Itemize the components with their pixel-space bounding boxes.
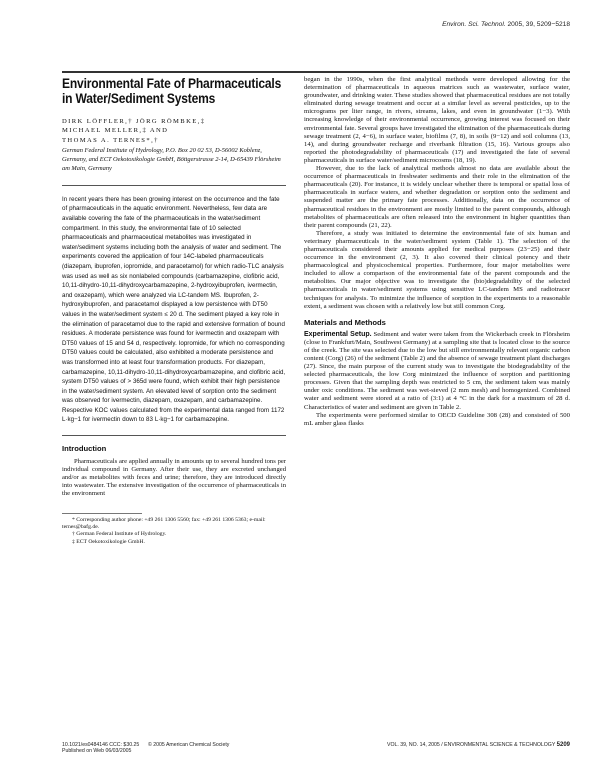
intro-rule [62, 435, 286, 436]
volume-info: VOL. 39, NO. 14, 2005 / ENVIRONMENTAL SCIENCE & TECHNOLOGY [387, 742, 556, 748]
body-paragraph: Therefore, a study was initiated to determine the environmental fate of six human and veterinary pharmaceuticals in the water/sediment system (Table 1). The selection of the pharmaceuticals considered their amounts applied for medical purposes (23−25) and their occurrence in the environment (2, 3). It also covered their clinical potency and their pharmacological and physicochemical properties. Furthermore, four major metabolites were included to allow a comparison of the environmental fate of the parent compounds and the metabolites. Our major objective was to investigate the (bio)degradability of the selected pharmaceuticals in water/sediment systems using sensitive LC-tandem MS and radiotracer techniques for analysis. To minimize the influence of sorption in the experiments to a reasonable extent, a sediment was chosen with a relatively low but still common Corg. [304, 229, 570, 310]
subsection-heading: Experimental Setup. [304, 330, 372, 338]
introduction-body [62, 458, 286, 498]
top-rule [62, 71, 570, 73]
methods-heading: Materials and Methods [304, 317, 386, 327]
author-line: MICHAEL MELLER,‡ AND [62, 127, 169, 135]
journal-citation: 2005, 39, 5209−5218 [507, 21, 570, 28]
footnotes [62, 517, 286, 547]
footer-volume [387, 742, 570, 748]
journal-header [442, 21, 570, 28]
body-paragraph: The experiments were performed similar to OECD Guideline 308 (28) and consisted of 500 mL amber glass flasks [304, 411, 570, 427]
left-column [62, 76, 286, 546]
body-paragraph: began in the 1990s, when the first analytical methods were developed allowing for the determination of pharmaceuticals in aqueous matrices such as wastewater, surface water, groundwater, and drinking water. These studies showed that pharmaceutical residues are not totally eliminated during sewage treatment and occur at a similar level as several pesticides, up to the micrograms per liter range, in rivers, streams, lakes, and even in groundwater (1−3). With increasing knowledge of their environmental occurrence, growing interest was focused on their environmental fate. Several groups have investigated the elimination of the pharmaceuticals during sewage treatment (2, 4−6), in surface water, biofilms (7, 8), in soils (9−12) and soil columns (13, 14), and during groundwater recharge and riverbank filtration (15, 16). Various groups also reported the photodegradability of pharmaceuticals (17) and investigated the fate of several pharmaceuticals in surface water/sediment microcosms (18, 19). [304, 76, 570, 164]
author-list [62, 117, 286, 146]
setup-text: Sediment and water were taken from the Wickerbach creek in Flörsheim (close to Frankfurt/Main, Southwest Germany) at a sampling site that is located close to the source of the creek. The site was selected due to the low but still environmentally relevant organic carbon content (Corg) (26) of the sediment (Table 2) and the absence of sewage treatment plant discharges (27). Since, the main purpose of the current study was to investigate the biodegradability of the selected pharmaceuticals, the low Corg minimized the influence of sorption and partitioning processes. Given that the sampling depth was restricted to 5 cm, the sediment taken was mainly under oxic conditions. The sediment was wet-sieved (2 mm mesh) and homogenized. Combined water and sediment were stored at a ratio of (3:1) at 4 °C in the dark for a maximum of 28 d. Characteristics of water and sediment are given in Table 2. [304, 330, 570, 411]
abstract: In recent years there has been growing interest on the occurrence and the fate of pharmaceuticals in the aquatic environment. Nevertheless, few data are available covering the fate of the pharmaceuticals in the water/sediment compartment. In this study, the environmental fate of 10 selected pharmaceuticals and pharmaceutical metabolites was investigated in water/sediment systems including both the analysis of water and sediment. The experiments covered the application of four 14C-labeled pharmaceuticals (diazepam, ibuprofen, iopromide, and paracetamol) for which radio-TLC analysis was used as well as six nonlabeled compounds (carbamazepine, clofibric acid, 10,11-dihydro-10,11-dihydroxycarbamazepine, 2-hydroxyibuprofen, ivermectin, and oxazepam), which were analyzed via LC-tandem MS. Ibuprofen, 2-hydroxyibuprofen, and paracetamol displayed a low persistence with DT50 values in the water/sediment system ≤ 20 d. The sediment played a key role in the elimination of paracetamol due to the rapid and extensive formation of bound residues. A moderate persistence was found for ivermectin and oxazepam with DT50 values of 15 and 54 d, respectively. Iopromide, for which no corresponding DT50 values could be calculated, also exhibited a moderate persistence and was transformed into at least four transformation products. For diazepam, carbamazepine, 10,11-dihydro-10,11-dihydroxycarbamazepine, and clofibric acid, system DT50 values of > 365d were found, which exhibit their high persistence in the water/sediment system. An elevated level of sorption onto the sediment was observed for ivermectin, diazepam, oxazepam, and carbamazepine. Respective KOC values calculated from the experimental data ranged from 1172 L·kg−1 for ivermectin down to 83 L·kg−1 for carbamazepine. [62, 195, 286, 424]
footnote-dagger: † German Federal Institute of Hydrology. [72, 531, 167, 538]
right-column [304, 76, 570, 428]
introduction-heading: Introduction [62, 444, 107, 454]
footnote-rule [62, 513, 142, 514]
doi-block [62, 742, 139, 755]
doi: 10.1021/es0484146 CCC: $30.25 [62, 742, 140, 748]
page-number: 5209 [556, 742, 570, 748]
footnote-ddagger: ‡ ECT Oekotoxikologie GmbH. [72, 538, 145, 545]
body-paragraph: However, due to the lack of analytical methods almost no data are available about the occurrence of pharmaceuticals in freshwater sediments and their role in the elimination of the pharmaceuticals (20). For instance, it is widely unclear whether there is temporal or spatial loss of pharmaceuticals in surface waters, and whether degradation or sorption onto the sediment and suspended matter are the primary fate processes. Additionally, data on the occurrence of pharmaceutical residues in the environment are mostly limited to the parent compounds, although metabolites of pharmaceuticals are often released into the environment in higher quantities than their parent compounds (21, 22). [304, 165, 570, 229]
footnote-corresponding: * Corresponding author phone: +49 261 1306 5560; fax: +49 261 1306 5363; e-mail: ternes@bafg.de. [62, 516, 266, 530]
abstract-rule [62, 185, 286, 186]
article-title: Environmental Fate of Pharmaceuticals in Water/Sediment Systems [62, 75, 282, 107]
author-line: DIRK LÖFFLER,† JÖRG RÖMBKE,‡ [62, 117, 206, 125]
journal-name: Environ. Sci. Technol. [442, 21, 506, 28]
introduction-paragraph: Pharmaceuticals are applied annually in amounts up to several hundred tons per individual compound in Germany. After their use, they are excreted unchanged and/or as metabolites with feces and urine; therefore, they are introduced directly into wastewater. The extensive investigation of the occurrence of pharmaceuticals in the environment [62, 458, 286, 498]
published-date: Published on Web 06/03/2005 [62, 748, 132, 755]
body-paragraph [304, 331, 570, 412]
affiliation: German Federal Institute of Hydrology, P.O. Box 20 02 53, D-56002 Koblenz, Germany, and ECT Oekotoxikologie GmbH, Böttgerstrasse 2-14, D-65439 Flörsheim am Main, Germany [62, 146, 281, 173]
author-line: THOMAS A. TERNES*,† [62, 137, 159, 144]
copyright: © 2005 American Chemical Society [148, 742, 230, 748]
